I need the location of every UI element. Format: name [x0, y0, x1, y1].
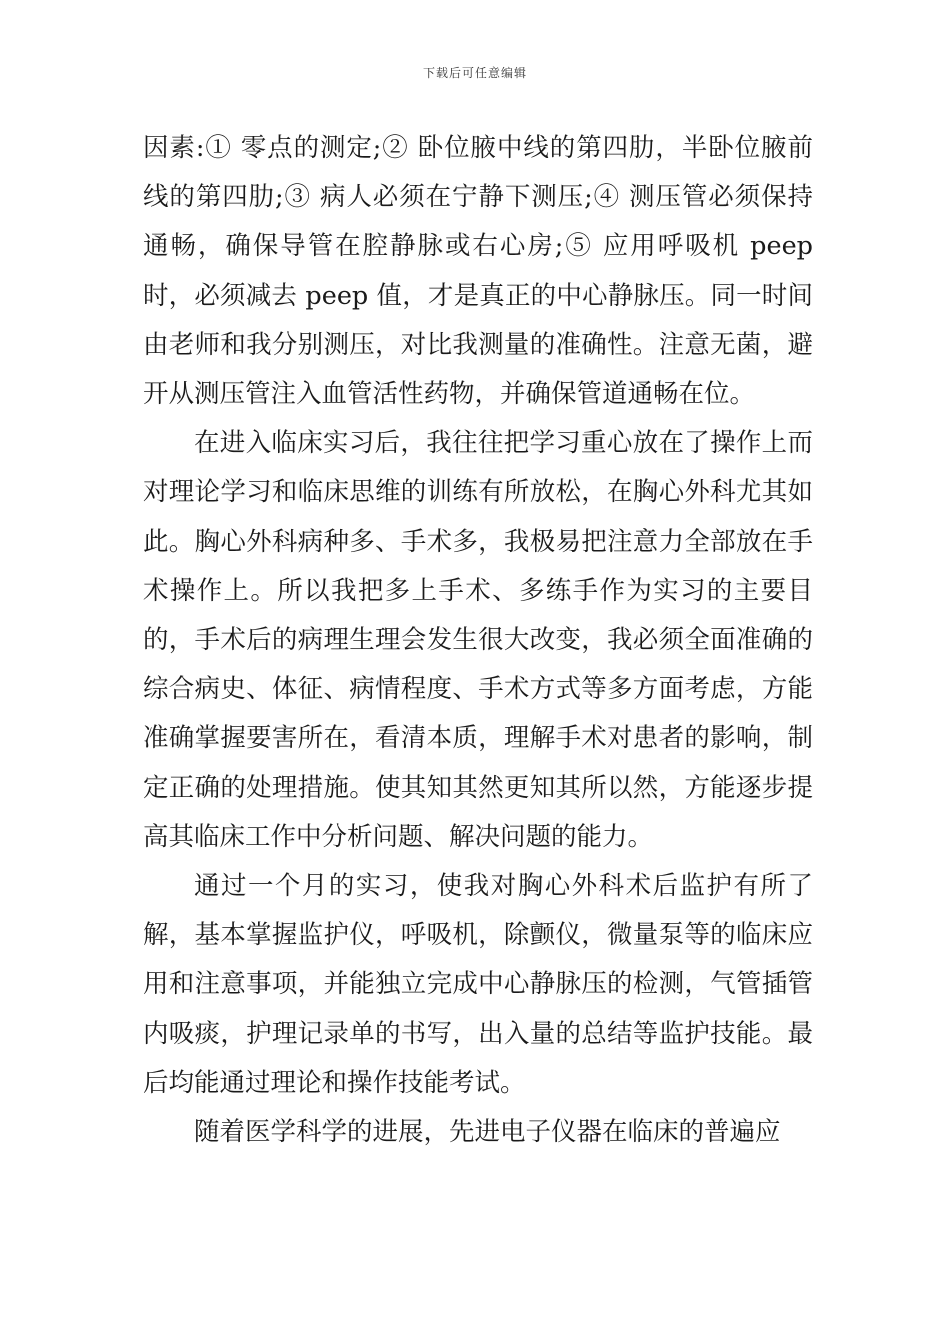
- paragraph-4: 随着医学科学的进展，先进电子仪器在临床的普遍应: [194, 1117, 781, 1148]
- paragraph-2: 在进入临床实习后，我往往把学习重心放在了操作上而对理论学习和临床思维的训练有所放松，在胸心外科尤其如此。胸心外科病种多、手术多，我极易把注意力全部放在手术操作上。所以我把多上手术、多练手作为实习的主要目的，手术后的病理生理会发生很大改变，我必须全面准确的综合病史、体征、病情程度、手术方式等多方面考虑，方能准确掌握要害所在，看清本质，理解手术对患者的影响，制定正确的处理措施。使其知其然更知其所以然，方能逐步提高其临床工作中分析问题、解决问题的能力。: [143, 428, 813, 852]
- page-header: 下载后可任意编辑: [422, 66, 527, 80]
- paragraph-3: 通过一个月的实习，使我对胸心外科术后监护有所了解，基本掌握监护仪，呼吸机，除颤仪，微量泵等的临床应用和注意事项，并能独立完成中心静脉压的检测，气管插管内吸痰，护理记录单的书写，出入量的总结等监护技能。最后均能通过理论和操作技能考试。: [143, 871, 813, 1098]
- paragraph-1: 因素:① 零点的测定;② 卧位腋中线的第四肋，半卧位腋前线的第四肋;③ 病人必须在宁静下测压;④ 测压管必须保持通畅，确保导管在腔静脉或右心房;⑤ 应用呼吸机 peep 时，必须减去 peep 值，才是真正的中心静脉压。同一时间由老师和我分别测压，对比我测量的准确性。注意无菌，避开从测压管注入血管活性药物，并确保管道通畅在位。: [143, 133, 813, 410]
- document-body: [143, 124, 813, 1157]
